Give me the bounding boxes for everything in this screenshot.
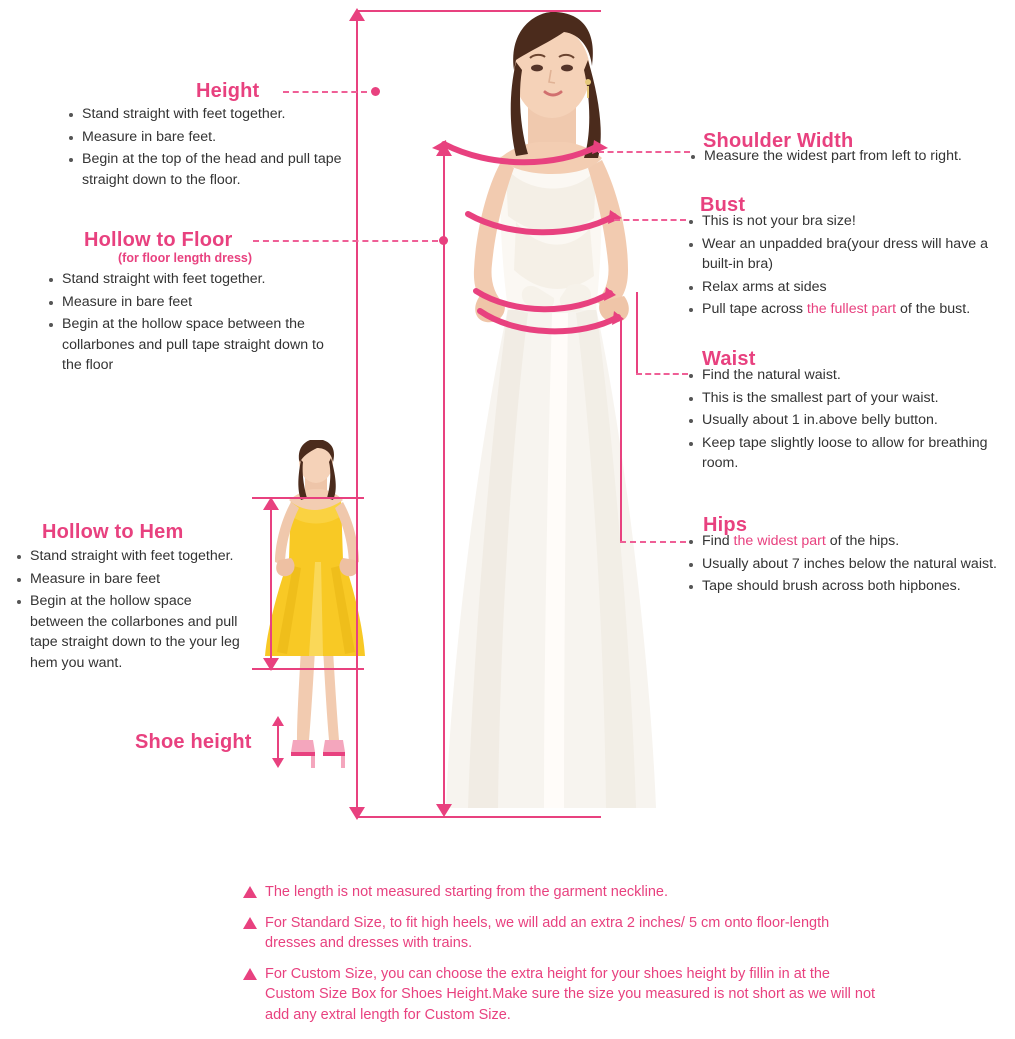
- list-item: Measure the widest part from left to right.: [688, 146, 1008, 167]
- shoe-height-measure-line: [272, 716, 286, 768]
- hollow-to-floor-bullets: [46, 269, 336, 378]
- list-item: Usually about 7 inches below the natural waist.: [686, 554, 1006, 575]
- waist-leader-dash: [636, 373, 688, 375]
- height-bullets: [66, 104, 346, 192]
- hips-bullets: [686, 531, 1006, 599]
- waist-bullets: [686, 365, 1006, 476]
- list-item: Find the natural waist.: [686, 365, 1006, 386]
- warning-triangle-icon: [243, 968, 257, 980]
- list-item: Usually about 1 in.above belly button.: [686, 410, 1006, 431]
- note-text: For Custom Size, you can choose the extra height for your shoes height by fillin in at the Custom Size Box for Shoes Height.Make sure the size you measured is not short as we will not add any extral length for Custom Size.: [265, 965, 876, 1023]
- list-item: Stand straight with feet together.: [14, 546, 240, 567]
- list-item: This is the smallest part of your waist.: [686, 388, 1006, 409]
- warning-triangle-icon: [243, 886, 257, 898]
- hollow-to-hem-measure-line: [262, 497, 280, 672]
- hips-measure-arc: [474, 305, 624, 339]
- hollow-to-floor-subheading: (for floor length dress): [118, 251, 253, 265]
- list-item: Stand straight with feet together.: [46, 269, 336, 290]
- note-item: [243, 964, 883, 1026]
- waist-heading: Waist: [702, 348, 756, 370]
- waist-leader-vertical: [636, 292, 638, 374]
- list-item: Wear an unpadded bra(your dress will have a built-in bra): [686, 234, 1012, 275]
- shoulder-width-heading: Shoulder Width: [703, 130, 854, 152]
- height-heading: Height: [196, 80, 260, 102]
- list-item: [686, 531, 1006, 552]
- list-item: Begin at the hollow space between the collarbones and pull tape straight down to the floor: [46, 314, 336, 376]
- list-item: Measure in bare feet: [46, 292, 336, 313]
- note-item: [243, 882, 883, 903]
- hips-heading: Hips: [703, 514, 748, 536]
- hips-leader-vertical: [620, 318, 622, 542]
- hollow-to-floor-leader-dot: [439, 236, 448, 245]
- hips-leader-dash: [620, 541, 686, 543]
- list-item: Stand straight with feet together.: [66, 104, 346, 125]
- height-bottom-tick: [356, 816, 601, 818]
- tall-model-illustration: [388, 8, 688, 820]
- bust-last-pre: Pull tape across: [702, 301, 807, 318]
- bust-last-highlight: the fullest part: [806, 301, 897, 318]
- hollow-to-floor-heading: Hollow to Floor: [84, 229, 233, 251]
- bust-bullets: [686, 211, 1012, 322]
- list-item: Tape should brush across both hipbones.: [686, 576, 1006, 597]
- hips-first-post: of the hips.: [825, 533, 900, 549]
- shoulder-width-measure-arc: [430, 138, 610, 170]
- note-text: For Standard Size, to fit high heels, we will add an extra 2 inches/ 5 cm onto floor-length dresses and dresses with trains.: [265, 914, 830, 952]
- footer-notes: [243, 882, 883, 1025]
- list-item: Begin at the top of the head and pull tape straight down to the floor.: [66, 149, 346, 190]
- hollow-to-floor-leader-dash: [253, 240, 438, 242]
- list-item: [686, 299, 1012, 320]
- hollow-to-hem-heading: Hollow to Hem: [42, 521, 184, 543]
- bust-last-post: of the bust.: [896, 301, 971, 318]
- bust-measure-arc: [462, 206, 622, 240]
- bust-leader-dash: [614, 219, 686, 221]
- hips-first-highlight: the widest part: [733, 533, 826, 549]
- shoulder-width-leader-dash: [598, 151, 690, 153]
- shoulder-width-bullets: [688, 146, 1008, 169]
- hollow-to-hem-bullets: [14, 546, 240, 676]
- list-item: Keep tape slightly loose to allow for breathing room.: [686, 433, 1006, 474]
- bust-heading: Bust: [700, 194, 746, 216]
- hips-first-pre: Find: [702, 533, 734, 549]
- note-text: The length is not measured starting from the garment neckline.: [265, 884, 668, 900]
- list-item: Relax arms at sides: [686, 277, 1012, 298]
- height-measure-line: [348, 8, 366, 820]
- list-item: This is not your bra size!: [686, 211, 1012, 232]
- list-item: Begin at the hollow space between the collarbones and pull tape straight down to the your leg hem you want.: [14, 591, 240, 673]
- height-leader-dash: [283, 91, 367, 93]
- height-leader-dot: [371, 87, 380, 96]
- height-top-tick: [356, 10, 601, 12]
- note-item: [243, 913, 883, 954]
- shoe-height-heading: Shoe height: [135, 731, 252, 753]
- warning-triangle-icon: [243, 917, 257, 929]
- list-item: Measure in bare feet.: [66, 127, 346, 148]
- list-item: Measure in bare feet: [14, 569, 240, 590]
